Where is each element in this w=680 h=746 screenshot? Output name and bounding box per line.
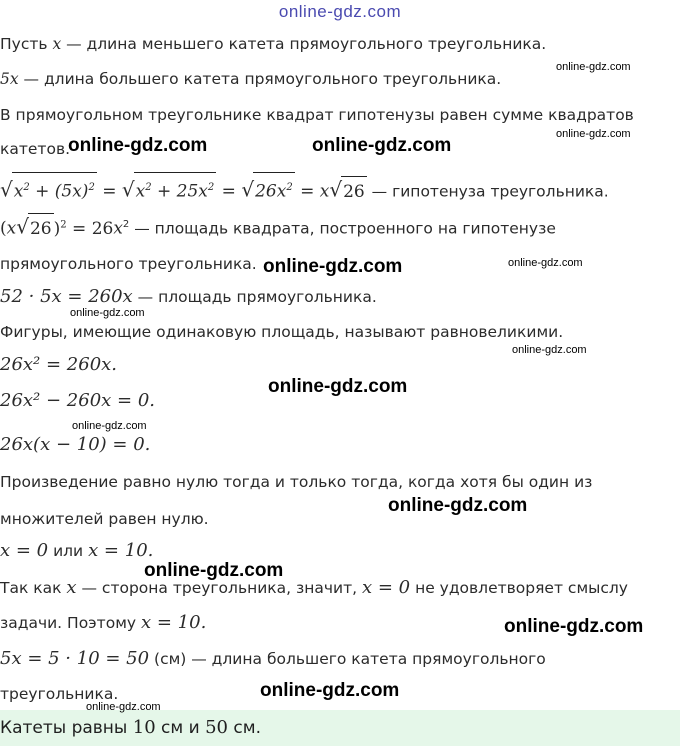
equation-1: 26x² = 260x. — [0, 354, 118, 375]
watermark-2: online-gdz.com — [312, 135, 452, 156]
equation-2: 26x² − 260x = 0. — [0, 390, 156, 411]
watermark-small-3: online-gdz.com — [508, 257, 583, 269]
watermark-small-2: online-gdz.com — [556, 128, 631, 140]
answer-text: Катеты равны 10 см и 50 см. — [0, 717, 261, 738]
text-line-6: 52 · 5x = 260x — площадь прямоугольника. — [0, 286, 377, 307]
watermark-small-1: online-gdz.com — [556, 61, 631, 73]
text-line-2: 5x — длина большего катета прямоугольного треугольника. — [0, 70, 502, 88]
formula-square-area: (x√26 )$^2 = 26x^2$ — площадь квадрата, построенного на гипотенузе — [0, 210, 556, 244]
text-line-5b: прямоугольного треугольника. — [0, 255, 257, 273]
text-line-15: 5x = 5 · 10 = 50 (см) — длина большего катета прямоугольного — [0, 648, 546, 669]
text-line-7: Фигуры, имеющие одинаковую площадь, называют равновеликими. — [0, 323, 564, 341]
math-x: x — [52, 35, 62, 53]
watermark-small-5: online-gdz.com — [512, 344, 587, 356]
watermark-small-6: online-gdz.com — [72, 420, 147, 432]
text-line-11: Произведение равно нулю тогда и только тогда, когда хотя бы один из — [0, 473, 593, 491]
text-line-11b: множителей равен нулю. — [0, 510, 209, 528]
watermark-3: online-gdz.com — [263, 256, 403, 277]
text-line-14: задачи. Поэтому x = 10. — [0, 612, 207, 633]
watermark-4: online-gdz.com — [268, 376, 408, 397]
text-line-15b: треугольника. — [0, 685, 119, 703]
text-line-1: Пусть x — длина меньшего катета прямоугольного треугольника. — [0, 35, 547, 53]
watermark-6: online-gdz.com — [144, 560, 284, 581]
watermark-1: online-gdz.com — [68, 135, 208, 156]
formula-hypotenuse: $√x^2 + (5x)^2 = √x^2 + 25x^2 = √26x^2 = x√26$ — гипотенуза треугольника. — [0, 172, 609, 207]
watermark-7: online-gdz.com — [504, 616, 644, 637]
equation-3: 26x(x − 10) = 0. — [0, 434, 151, 455]
text-line-3b: катетов. — [0, 140, 70, 158]
text-line-13: Так как x — сторона треугольника, значит, x = 0 не удовлетворяет смыслу — [0, 577, 628, 598]
watermark-small-7: online-gdz.com — [86, 701, 161, 713]
text-line-12: x = 0 или x = 10. — [0, 540, 154, 561]
math-5x: 5x — [0, 70, 19, 88]
watermark-8: online-gdz.com — [260, 680, 400, 701]
text-line-3: В прямоугольном треугольнике квадрат гипотенузы равен сумме квадратов — [0, 106, 634, 124]
answer-box — [0, 710, 680, 746]
watermark-small-4: online-gdz.com — [70, 307, 145, 319]
watermark-top: online-gdz.com — [278, 2, 402, 21]
watermark-5: online-gdz.com — [388, 495, 528, 516]
